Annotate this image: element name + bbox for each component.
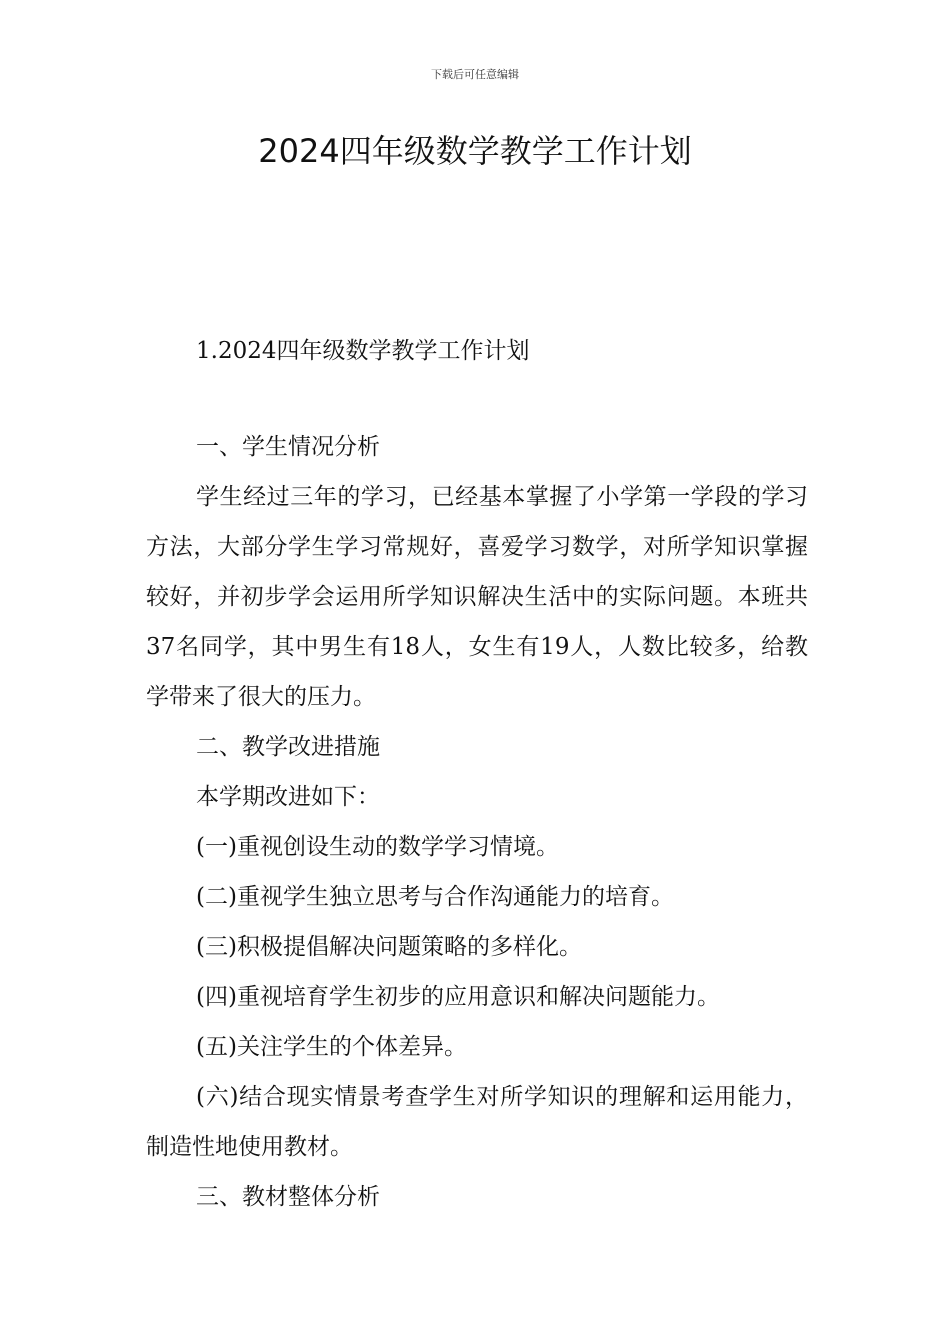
paragraph-student-analysis: 学生经过三年的学习，已经基本掌握了小学第一学段的学习方法，大部分学生学习常规好，喜爱学习数学，对所学知识掌握较好，并初步学会运用所学知识解决生活中的实际问题。本班共37名同学，其中男生有18人，女生有19人，人数比较多，给教学带来了很大的压力。: [146, 484, 808, 710]
measure-item: (六)结合现实情景考查学生对所学知识的理解和运用能力，制造性地使用教材。: [146, 1084, 808, 1160]
document-title: 2024四年级数学教学工作计划: [258, 132, 692, 170]
measures-intro: 本学期改进如下：: [196, 784, 380, 810]
measure-item: (一)重视创设生动的数学学习情境。: [196, 834, 559, 860]
measure-item: (四)重视培育学生初步的应用意识和解决问题能力。: [196, 984, 720, 1010]
document-subtitle: 1.2024四年级数学教学工作计划: [196, 338, 530, 364]
section-heading-student-analysis: 一、学生情况分析: [196, 434, 380, 460]
section-heading-textbook-analysis: 三、教材整体分析: [196, 1184, 380, 1210]
section-heading-teaching-measures: 二、教学改进措施: [196, 734, 380, 760]
measure-item: (二)重视学生独立思考与合作沟通能力的培育。: [196, 884, 674, 910]
page-header-note: 下载后可任意编辑: [431, 68, 519, 81]
measure-item: (五)关注学生的个体差异。: [196, 1034, 467, 1060]
measure-item: (三)积极提倡解决问题策略的多样化。: [196, 934, 582, 960]
